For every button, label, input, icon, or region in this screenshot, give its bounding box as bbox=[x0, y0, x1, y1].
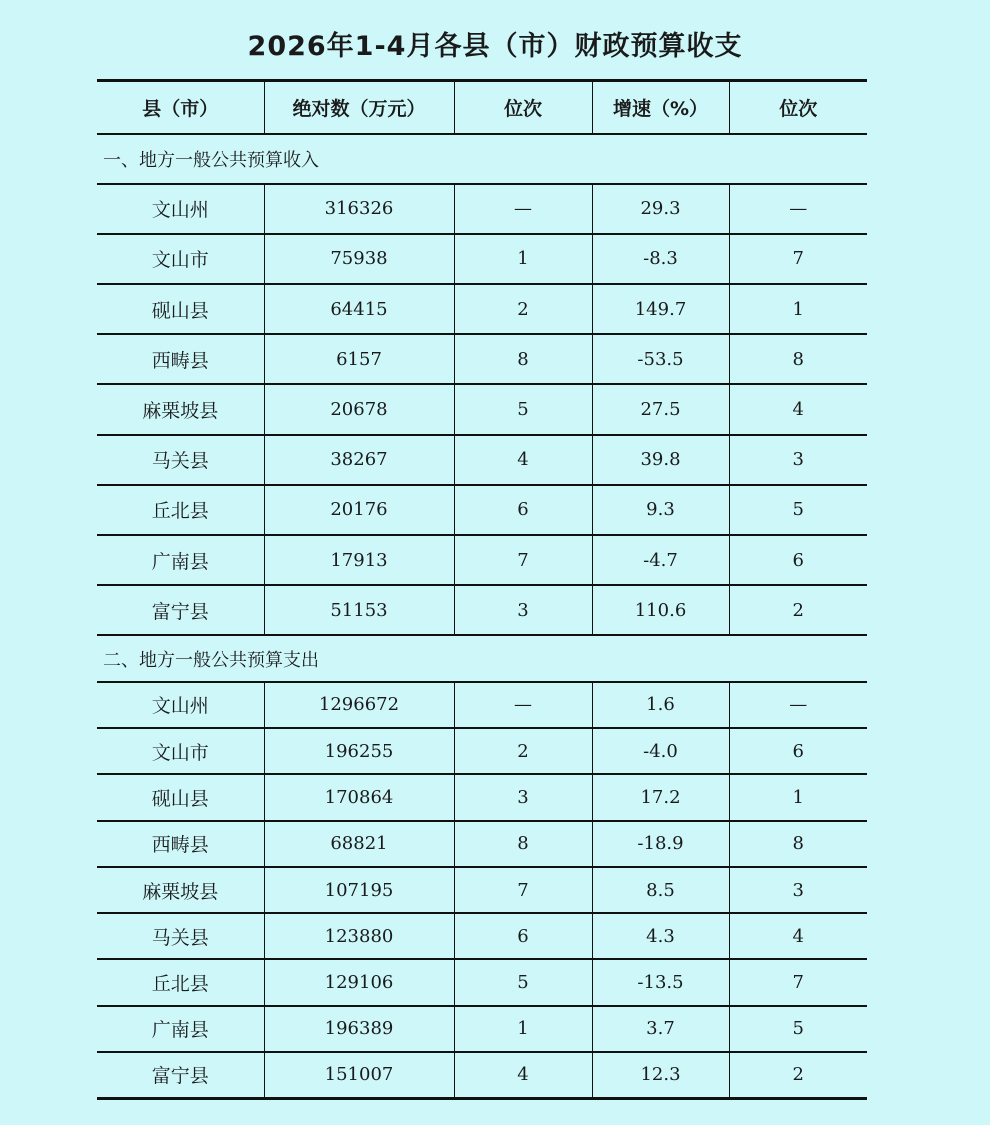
absolute-cell: 107195 bbox=[264, 867, 454, 913]
county-cell: 文山州 bbox=[97, 184, 264, 234]
county-cell: 广南县 bbox=[97, 535, 264, 585]
rank-cell: 6 bbox=[454, 485, 592, 535]
rank-cell: 7 bbox=[454, 867, 592, 913]
absolute-cell: 64415 bbox=[264, 284, 454, 334]
county-cell: 富宁县 bbox=[97, 1052, 264, 1098]
absolute-cell: 129106 bbox=[264, 959, 454, 1005]
table-header bbox=[97, 81, 867, 134]
table-row bbox=[97, 728, 867, 774]
county-cell: 文山市 bbox=[97, 234, 264, 284]
growth-cell: 12.3 bbox=[592, 1052, 729, 1098]
header-absolute: 绝对数（万元） bbox=[264, 81, 454, 134]
growth-rank-cell: 4 bbox=[729, 913, 867, 959]
growth-cell: -8.3 bbox=[592, 234, 729, 284]
growth-rank-cell: 8 bbox=[729, 334, 867, 384]
growth-cell: 149.7 bbox=[592, 284, 729, 334]
county-cell: 丘北县 bbox=[97, 485, 264, 535]
table-row bbox=[97, 682, 867, 728]
county-cell: 文山市 bbox=[97, 728, 264, 774]
table-row bbox=[97, 485, 867, 535]
growth-rank-cell: 3 bbox=[729, 867, 867, 913]
growth-cell: 8.5 bbox=[592, 867, 729, 913]
growth-rank-cell: 5 bbox=[729, 485, 867, 535]
absolute-cell: 123880 bbox=[264, 913, 454, 959]
growth-rank-cell: 6 bbox=[729, 535, 867, 585]
table-row bbox=[97, 184, 867, 234]
section-title: 一、地方一般公共预算收入 bbox=[97, 134, 867, 184]
table-row bbox=[97, 1052, 867, 1098]
page-title: 2026年1-4月各县（市）财政预算收支 bbox=[247, 31, 743, 62]
growth-cell: -53.5 bbox=[592, 334, 729, 384]
growth-rank-cell: — bbox=[729, 184, 867, 234]
growth-cell: -4.0 bbox=[592, 728, 729, 774]
absolute-cell: 316326 bbox=[264, 184, 454, 234]
growth-rank-cell: 2 bbox=[729, 585, 867, 635]
table-row bbox=[97, 959, 867, 1005]
growth-rank-cell: 7 bbox=[729, 959, 867, 1005]
table-row bbox=[97, 334, 867, 384]
table-row bbox=[97, 234, 867, 284]
rank-cell: 4 bbox=[454, 1052, 592, 1098]
table-row bbox=[97, 821, 867, 867]
rank-cell: 1 bbox=[454, 1006, 592, 1052]
growth-rank-cell: 3 bbox=[729, 435, 867, 485]
revenue-section bbox=[97, 134, 867, 636]
table-row bbox=[97, 774, 867, 820]
table-row bbox=[97, 867, 867, 913]
absolute-cell: 6157 bbox=[264, 334, 454, 384]
growth-cell: 3.7 bbox=[592, 1006, 729, 1052]
county-cell: 富宁县 bbox=[97, 585, 264, 635]
budget-table bbox=[97, 79, 867, 1100]
growth-rank-cell: 7 bbox=[729, 234, 867, 284]
county-cell: 砚山县 bbox=[97, 284, 264, 334]
table-row bbox=[97, 585, 867, 635]
expenditure-section bbox=[97, 635, 867, 1098]
county-cell: 西畴县 bbox=[97, 334, 264, 384]
absolute-cell: 17913 bbox=[264, 535, 454, 585]
table-row bbox=[97, 913, 867, 959]
county-cell: 马关县 bbox=[97, 913, 264, 959]
growth-rank-cell: 1 bbox=[729, 774, 867, 820]
county-cell: 广南县 bbox=[97, 1006, 264, 1052]
rank-cell: 6 bbox=[454, 913, 592, 959]
rank-cell: 3 bbox=[454, 774, 592, 820]
absolute-cell: 170864 bbox=[264, 774, 454, 820]
growth-rank-cell: 2 bbox=[729, 1052, 867, 1098]
table-row bbox=[97, 384, 867, 434]
absolute-cell: 68821 bbox=[264, 821, 454, 867]
rank-cell: — bbox=[454, 184, 592, 234]
growth-cell: 39.8 bbox=[592, 435, 729, 485]
section-title-row bbox=[97, 635, 867, 681]
table-row bbox=[97, 435, 867, 485]
growth-cell: -18.9 bbox=[592, 821, 729, 867]
section-title-row bbox=[97, 134, 867, 184]
growth-cell: 9.3 bbox=[592, 485, 729, 535]
rank-cell: 4 bbox=[454, 435, 592, 485]
absolute-cell: 1296672 bbox=[264, 682, 454, 728]
rank-cell: 1 bbox=[454, 234, 592, 284]
county-cell: 丘北县 bbox=[97, 959, 264, 1005]
growth-cell: 4.3 bbox=[592, 913, 729, 959]
growth-rank-cell: — bbox=[729, 682, 867, 728]
growth-rank-cell: 4 bbox=[729, 384, 867, 434]
section-title: 二、地方一般公共预算支出 bbox=[97, 635, 867, 681]
county-cell: 麻栗坡县 bbox=[97, 867, 264, 913]
header-row bbox=[97, 81, 867, 134]
growth-cell: 27.5 bbox=[592, 384, 729, 434]
absolute-cell: 51153 bbox=[264, 585, 454, 635]
absolute-cell: 196389 bbox=[264, 1006, 454, 1052]
growth-rank-cell: 6 bbox=[729, 728, 867, 774]
rank-cell: 2 bbox=[454, 284, 592, 334]
county-cell: 西畴县 bbox=[97, 821, 264, 867]
absolute-cell: 20678 bbox=[264, 384, 454, 434]
absolute-cell: 196255 bbox=[264, 728, 454, 774]
absolute-cell: 20176 bbox=[264, 485, 454, 535]
growth-rank-cell: 1 bbox=[729, 284, 867, 334]
rank-cell: 2 bbox=[454, 728, 592, 774]
table-row bbox=[97, 1006, 867, 1052]
absolute-cell: 151007 bbox=[264, 1052, 454, 1098]
growth-rank-cell: 5 bbox=[729, 1006, 867, 1052]
county-cell: 砚山县 bbox=[97, 774, 264, 820]
absolute-cell: 75938 bbox=[264, 234, 454, 284]
county-cell: 文山州 bbox=[97, 682, 264, 728]
growth-cell: 110.6 bbox=[592, 585, 729, 635]
rank-cell: 8 bbox=[454, 334, 592, 384]
rank-cell: 8 bbox=[454, 821, 592, 867]
table-row bbox=[97, 535, 867, 585]
absolute-cell: 38267 bbox=[264, 435, 454, 485]
rank-cell: 3 bbox=[454, 585, 592, 635]
growth-cell: 17.2 bbox=[592, 774, 729, 820]
growth-cell: 1.6 bbox=[592, 682, 729, 728]
rank-cell: 5 bbox=[454, 384, 592, 434]
county-cell: 马关县 bbox=[97, 435, 264, 485]
table-row bbox=[97, 284, 867, 334]
county-cell: 麻栗坡县 bbox=[97, 384, 264, 434]
header-rank-1: 位次 bbox=[454, 81, 592, 134]
header-rank-2: 位次 bbox=[729, 81, 867, 134]
growth-cell: -4.7 bbox=[592, 535, 729, 585]
rank-cell: 7 bbox=[454, 535, 592, 585]
header-growth: 增速（%） bbox=[592, 81, 729, 134]
rank-cell: 5 bbox=[454, 959, 592, 1005]
growth-cell: 29.3 bbox=[592, 184, 729, 234]
growth-cell: -13.5 bbox=[592, 959, 729, 1005]
growth-rank-cell: 8 bbox=[729, 821, 867, 867]
rank-cell: — bbox=[454, 682, 592, 728]
header-county: 县（市） bbox=[97, 81, 264, 134]
